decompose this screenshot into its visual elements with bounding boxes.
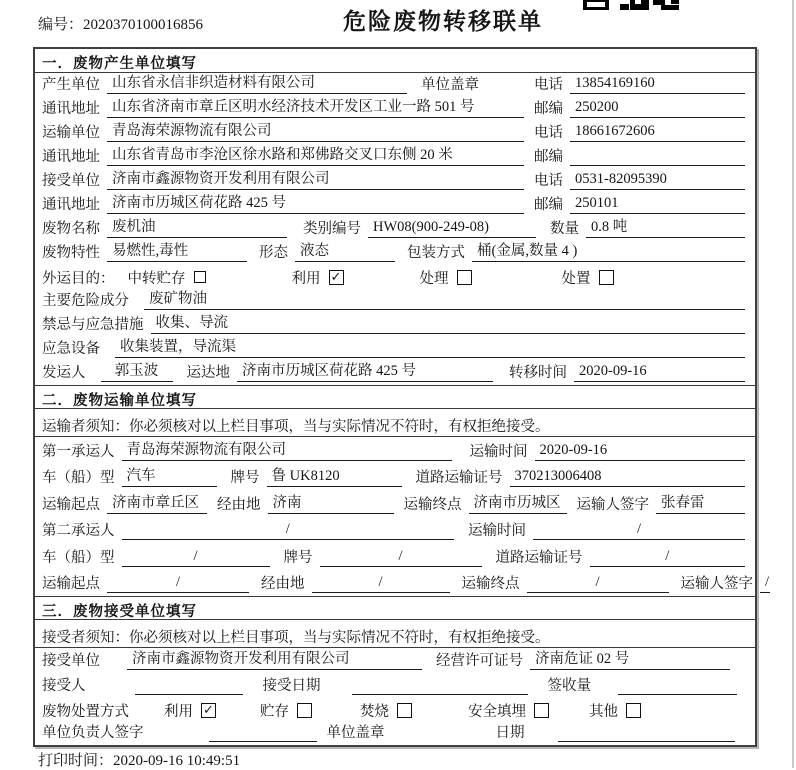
packing-label: 包装方式 [407,245,465,261]
plate2-value: / [320,548,482,567]
origin-label: 运输起点 [42,576,100,592]
plate-label: 牌号 [283,549,313,566]
option-label: 中转贮存 [127,270,186,287]
doc-number-label: 编号： [38,17,84,33]
unit-seal-label: 单位盖章 [421,77,479,93]
producer-label: 产生单位 [42,77,100,93]
row-vehicle2 [35,543,755,570]
checkbox-dispose [599,270,614,285]
end-label: 运输终点 [403,496,462,513]
characteristic-label: 废物特性 [42,245,100,261]
transport-time-label: 运输时间 [469,443,528,460]
row-shipper [35,361,755,385]
waste-name-value: 废机油 [107,215,287,238]
row-origin2 [35,570,770,597]
disposal-option-utilize [164,700,216,721]
row-disposal [35,698,755,722]
row-transporter [35,121,755,145]
option-label: 其他 [589,703,618,720]
vehicle-label: 车（船）型 [42,549,115,566]
carrier2-value: / [122,521,455,540]
quantity-value: 0.8 吨 [586,215,745,238]
section3-notice: 接受者须知：你必须核对以上栏目事项，当与实际情况不符时，有权拒绝接受。 [35,620,755,648]
permit-value: 济南危证 02 号 [530,647,730,670]
via1-value: 济南 [268,491,394,514]
row-vehicle1 [35,464,755,491]
form-table [33,47,770,747]
plate1-value: 鲁 UK8120 [267,464,402,487]
receiver-zip-value: 250101 [570,195,745,214]
qr-code-partial-icon [583,0,679,12]
row-producer [35,73,755,97]
amount-label: 签收量 [547,678,591,694]
end2-value: / [527,574,669,593]
vehicle1-value: 汽车 [122,464,217,487]
row-equipment [35,337,755,361]
row-receiver [35,169,755,193]
carrier-sign-label: 运输人签字 [680,576,753,592]
transport-time1-value: 2020-09-16 [535,442,746,461]
checkbox-incinerate [397,703,412,718]
checkbox-utilize-checked: ✓ [201,703,216,718]
option-label: 安全填埋 [468,703,526,720]
disposal-option-landfill [468,700,549,721]
checkbox-utilize-checked: ✓ [329,270,344,285]
address-label: 通讯地址 [42,197,100,213]
receive-unit-label: 接受单位 [42,653,100,669]
carrier1-value: 青岛海荣源物流有限公司 [122,438,452,461]
option-label: 贮存 [260,703,289,720]
option-label: 利用 [291,270,321,287]
category-value: HW08(900-249-08) [368,219,536,238]
sign2-value: / [760,574,770,593]
address-label: 通讯地址 [42,149,100,165]
disposal-option-incinerate [360,700,412,721]
page-title: 危险废物转移联单 [343,8,543,34]
license1-value: 370213006408 [510,468,746,487]
receive-unit-value: 济南市鑫源物资开发利用有限公司 [127,647,422,670]
license2-value: / [590,548,746,567]
taboo-label: 禁忌与应急措施 [42,317,144,333]
plate-label: 牌号 [230,470,260,486]
characteristic-value: 易燃性,毒性 [107,239,247,262]
quantity-label: 数量 [550,221,579,237]
vehicle2-value: / [122,548,270,567]
zip-label: 邮编 [534,101,563,117]
disposal-label: 废物处置方式 [42,703,129,720]
packing-value: 桶(金属,数量 4 ) [472,239,745,262]
waste-name-label: 废物名称 [42,221,100,237]
destination-value: 济南市历城区荷花路 425 号 [237,359,493,382]
receiver-value: 济南市鑫源物资开发利用有限公司 [107,167,524,190]
row-taboo [35,313,755,337]
receive-date-value [352,693,528,695]
transporter-value: 青岛海荣源物流有限公司 [107,119,524,142]
checkbox-treat [457,270,472,285]
hazard-value: 废矿物油 [144,287,745,310]
origin2-value: / [107,574,249,593]
disposal-option-other [589,700,641,721]
print-time-value: 2020-09-16 10:49:51 [113,753,241,769]
via-label: 经由地 [217,496,261,513]
row-transporter-address [35,145,755,169]
row-characteristic [35,241,755,265]
carrier2-label: 第二承运人 [42,523,115,539]
carrier-sign-label: 运输人签字 [576,496,649,513]
row-head-sign [35,722,755,745]
transport-time2-value: / [533,521,745,540]
row-producer-address [35,97,755,121]
destination-label: 运达地 [186,365,230,381]
equipment-label: 应急设备 [42,341,100,357]
producer-zip-value: 250200 [570,99,745,118]
form-value: 液态 [295,239,395,262]
section2-header: 二．废物运输单位填写 [35,385,755,409]
transfer-time-label: 转移时间 [509,365,567,381]
option-label: 处理 [419,270,449,287]
purpose-option-utilize [292,267,344,288]
permit-label: 经营许可证号 [436,653,523,669]
hazard-label: 主要危险成分 [42,293,129,309]
purpose-option-dispose [562,267,614,288]
date-label: 日期 [495,725,525,741]
amount-value [618,693,737,695]
zip-label: 邮编 [534,197,563,213]
producer-address-value: 山东省济南市章丘区明水经济技术开发区工业一路 501 号 [107,95,524,118]
date2-value [558,740,736,742]
end-label: 运输终点 [461,576,520,592]
producer-phone-value: 13854169160 [570,75,745,94]
via2-value: / [312,574,450,593]
purpose-label: 外运目的： [42,270,115,287]
receive-date-label: 接受日期 [262,678,321,694]
section1-header: 一．废物产生单位填写 [35,49,755,73]
row-purpose [35,265,755,289]
receiver-label: 接受单位 [42,173,100,189]
head-sign-value [209,740,317,742]
license-label: 道路运输证号 [495,549,583,566]
option-label: 焚烧 [360,703,389,720]
shipper-value: 郭玉波 [101,359,173,382]
form-label: 形态 [259,245,288,261]
transport-time-label: 运输时间 [468,523,526,539]
transfer-time-value: 2020-09-16 [574,363,745,382]
row-origin1 [35,490,755,517]
origin-label: 运输起点 [42,496,100,513]
row-receive-unit [35,648,755,673]
print-time-label: 打印时间： [38,753,114,769]
category-label: 类别编号 [303,221,361,237]
checkbox-storage [297,703,312,718]
transporter-address-value: 山东省青岛市李沧区徐水路和郑佛路交叉口东侧 20 米 [107,143,524,166]
phone-label: 电话 [534,77,563,93]
receiver-address-value: 济南市历城区荷花路 425 号 [107,191,524,214]
row-carrier1 [35,437,755,464]
doc-number-value: 2020370100016856 [83,17,204,33]
checkbox-landfill [534,703,549,718]
page-right-edge [792,0,794,768]
purpose-option-treat [420,267,472,288]
license-label: 道路运输证号 [415,470,503,486]
option-label: 利用 [164,703,193,720]
origin1-value: 济南市章丘区 [107,491,207,514]
producer-value: 山东省永信非织造材料有限公司 [107,71,407,94]
section3-header: 三．废物接受单位填写 [35,596,755,620]
purpose-option-transfer-storage [128,267,206,288]
transporter-zip-value [570,164,745,166]
carrier1-label: 第一承运人 [42,443,115,460]
checkbox-other [626,703,641,718]
sign1-value: 张春雷 [656,491,745,514]
unit-seal-label: 单位盖章 [326,725,385,741]
address-label: 通讯地址 [42,101,100,117]
via-label: 经由地 [261,576,305,592]
section2-notice: 运输者须知：你必须核对以上栏目事项，当与实际情况不符时，有权拒绝接受。 [35,409,755,437]
transporter-phone-value: 18661672606 [570,123,745,142]
disposal-option-storage [260,700,312,721]
receive-person-label: 接受人 [42,678,86,694]
equipment-value: 收集装置，导流渠 [115,335,745,358]
row-hazard [35,289,755,313]
vehicle-label: 车（船）型 [42,470,115,486]
phone-label: 电话 [534,173,563,189]
print-time [38,749,240,770]
end1-value: 济南市历城区 [469,491,567,514]
taboo-value: 收集、导流 [151,311,746,334]
row-receiver-address [35,193,755,217]
shipper-label: 发运人 [42,365,86,381]
transporter-label: 运输单位 [42,125,100,141]
receiver-phone-value: 0531-82095390 [570,171,745,190]
checkbox-transfer-storage [194,271,206,283]
head-sign-label: 单位负责人签字 [42,725,144,741]
row-carrier2 [35,517,755,544]
zip-label: 邮编 [534,149,563,165]
receive-person-value [135,693,243,695]
option-label: 处置 [561,270,591,287]
phone-label: 电话 [534,125,563,141]
row-receive-person [35,673,755,698]
row-waste-name [35,217,755,241]
